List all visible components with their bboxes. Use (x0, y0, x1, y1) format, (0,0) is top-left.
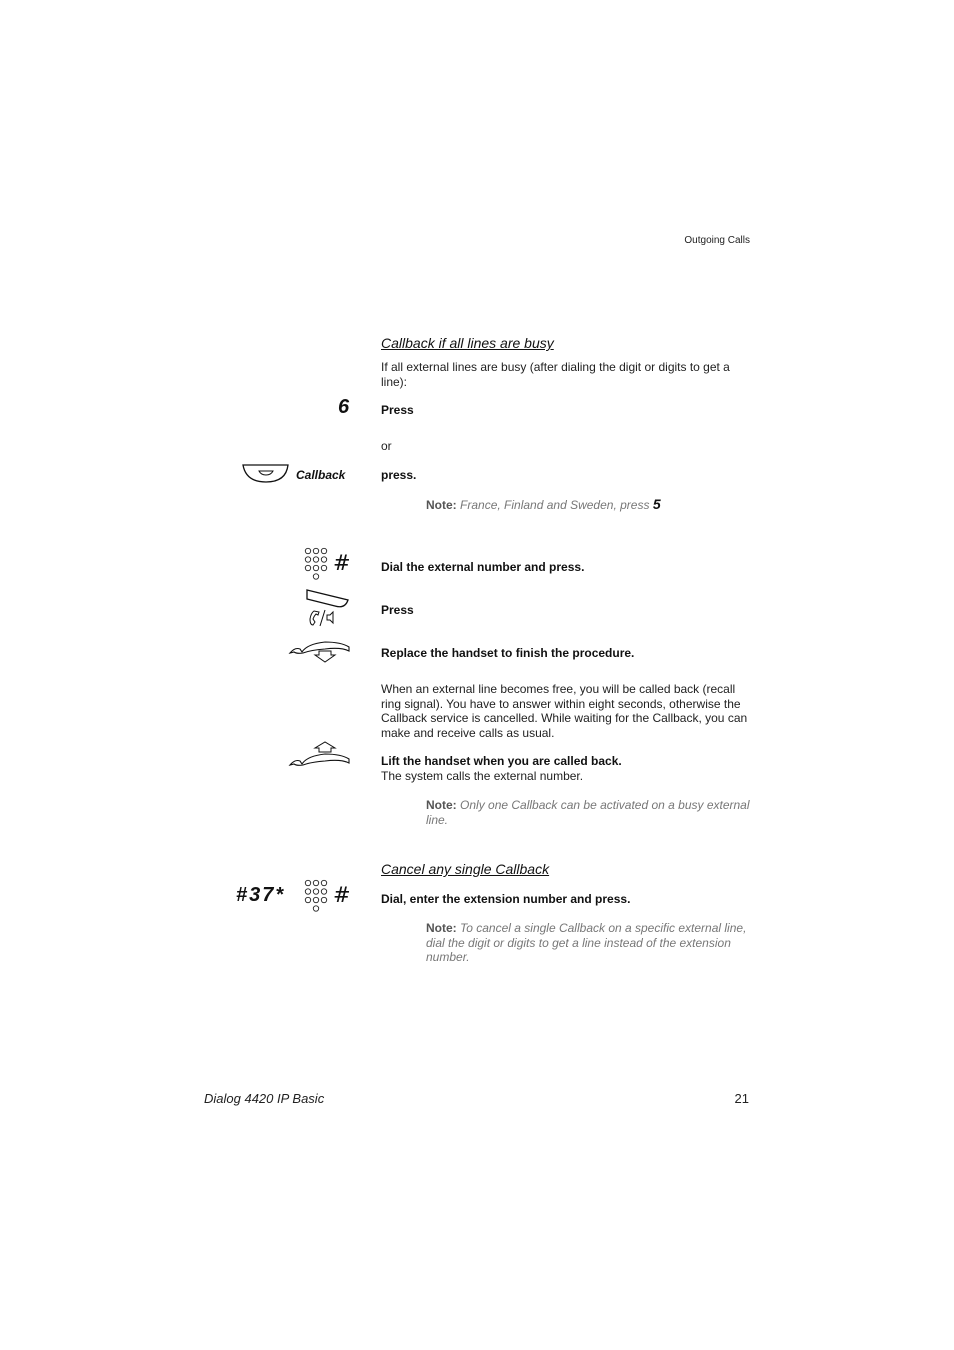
note-text: To cancel a single Callback on a specific external line, dial the digit or digits to get a line instead of the extension number. (426, 921, 747, 965)
replace-handset-icon (289, 638, 351, 664)
callback-key-icon (242, 464, 290, 484)
keypad-icon (304, 547, 328, 581)
step-press: Press (381, 403, 414, 417)
note-country (426, 497, 751, 513)
handset-speaker-key-icon (305, 589, 351, 629)
step-dial-external: Dial the external number and press. (381, 560, 585, 574)
note-label: Note: (426, 798, 457, 812)
running-header: Outgoing Calls (684, 235, 750, 246)
footer-product-title: Dialog 4420 IP Basic (204, 1091, 325, 1106)
note-label: Note: (426, 498, 457, 512)
step-dial-extension: Dial, enter the extension number and press. (381, 892, 631, 906)
step-press-speaker: Press (381, 603, 414, 617)
digit-5-key: 5 (652, 496, 661, 512)
note-one-callback (426, 798, 751, 827)
hash-key: # (333, 551, 351, 575)
lift-handset-icon (289, 740, 351, 770)
page-number: 21 (734, 1091, 749, 1106)
section-title-callback-busy: Callback if all lines are busy (381, 335, 554, 351)
intro-text: If all external lines are busy (after dialing the digit or digits to get a line): (381, 360, 730, 389)
step-lift-detail: The system calls the external number. (381, 769, 584, 783)
step-replace-handset: Replace the handset to finish the procedure. (381, 646, 635, 660)
callback-description: When an external line becomes free, you will be called back (recall ring signal). You have to answer within eight seconds, otherwise the Callback service is cancelled. While waiting for the Callback, you can make and receive calls as usual. (381, 682, 748, 740)
note-text: Only one Callback can be activated on a busy external line. (426, 798, 750, 827)
keypad-icon (304, 879, 328, 913)
step-press-callback: press. (381, 468, 417, 482)
cancel-code: #37* (236, 884, 286, 906)
hash-key: # (333, 883, 351, 907)
section-title-cancel-callback: Cancel any single Callback (381, 861, 550, 877)
step-lift-handset: Lift the handset when you are called back. (381, 754, 622, 768)
note-label: Note: (426, 921, 457, 935)
digit-6-key: 6 (338, 396, 350, 418)
or-text: or (381, 439, 392, 453)
note-text: France, Finland and Sweden, press (460, 498, 650, 512)
callback-key-label: Callback (296, 468, 346, 482)
note-cancel-specific (426, 921, 751, 965)
